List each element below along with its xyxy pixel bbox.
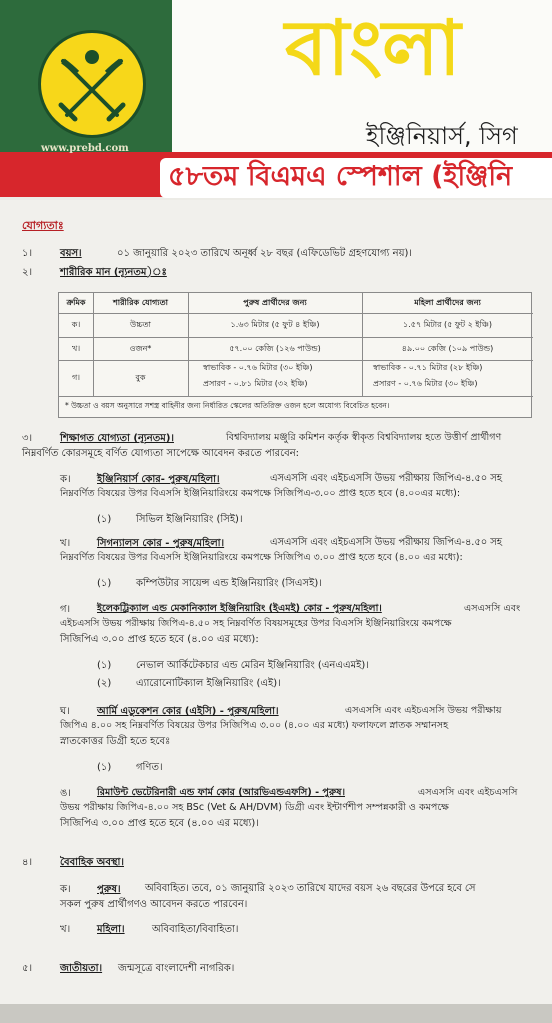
banner-subtitle: ৫৮তম বিএমএ স্পেশাল (ইঞ্জিনি [168,161,513,192]
list-item: সিভিল ইঞ্জিনিয়ারিং (সিই)। [136,514,243,525]
age-text: ০১ জানুয়ারি ২০২৩ তারিখে অনূর্ধ্ব ২৮ বছর (এফিডেভিট গ্রহণযোগ্য নয়)। [117,248,412,259]
table-cell: খ। [71,344,81,353]
sub-item-number: খ। [60,924,71,935]
female-label: মহিলা। [97,924,125,935]
paragraph-text: সকল পুরুষ প্রার্থীগণও আবেদন করতে পারবেন। [60,899,248,910]
education-corps-label: আর্মি এডুকেশন কোর (এইসি) - পুরুষ/মহিলা। [97,706,279,717]
sub-item-number: খ। [60,538,71,549]
paragraph-text: উভয় পরীক্ষায় জিপিএ-৪.০০ সহ BSc (Vet & AH/DVM) ডিগ্রী এবং ইন্টার্ণশীপ সম্পন্নকারী ও কমপক্ষে [60,802,449,813]
table-cell: ৫৭.০০ কেজি (১২৬ পাউন্ড) [229,344,321,353]
table-cell: উচ্চতা [130,320,151,329]
table-header: পুরুষ প্রার্থীদের জন্য [243,298,307,307]
table-cell: গ। [71,373,81,382]
education-label: শিক্ষাগত যোগ্যতা (ন্যূনতম)। [60,433,174,444]
list-item: কম্পিউটার সায়েন্স এন্ড ইঞ্জিনিয়ারিং (সিএসই)। [136,578,322,589]
marital-status-label: বৈবাহিক অবস্থা। [60,857,124,868]
header-banner [0,0,552,200]
education-intro: নিম্নবর্ণিত কোরসমূহে বর্ণিত যোগ্যতা সাপেক্ষে আবেদন করতে পারবেন: [22,448,300,459]
list-number: (১) [97,660,112,671]
list-number: (২) [97,678,112,689]
male-label: পুরুষ। [97,884,121,895]
page-title: বাংলা [285,3,461,92]
table-cell: প্রসারণ - ০.৭৬ মিটার (৩০ ইঞ্চি) [373,379,478,388]
paragraph-text: সিজিপিএ ৩.০০ প্রাপ্ত হতে হবে (৪.০০ এর মধ্যে): [60,634,259,645]
table-cell: বুক [135,373,146,382]
item-number: ৩। [22,433,33,444]
paragraph-text: এসএসসি এবং [464,603,521,614]
website-watermark: www.prebd.com [41,143,129,154]
paragraph-text: অবিবাহিত। তবে, ০১ জানুয়ারি ২০২৩ তারিখে যাদের বয়স ২৬ বছরের উপরে হবে সে [145,883,476,894]
table-cell: স্বাভাবিক - ০.৭১ মিটার (২৮ ইঞ্চি) [373,363,483,372]
bottom-photo-strip [0,1004,552,1023]
list-item: এ্যারোনোটিক্যাল ইঞ্জিনিয়ারিং (এই)। [136,678,281,689]
paragraph-text: সিজিপিএ ৩.০০ প্রাপ্ত হতে হবে (৪.০০ এর মধ্যে)। [60,818,259,829]
table-cell: ১.৫৭ মিটার (৫ ফুট ২ ইঞ্চি) [403,320,492,329]
sub-item-number: ক। [60,884,71,895]
physical-label: শারীরিক মান (ন্যূনতম)ঃ [60,267,167,278]
signals-corps-label: সিগন্যালস কোর - পুরুষ/মহিলা। [97,538,225,549]
list-number: (১) [97,762,112,773]
table-cell: প্রসারণ - ০.৮১ মিটার (৩২ ইঞ্চি) [203,379,308,388]
paragraph-text: জন্মসূত্রে বাংলাদেশী নাগরিক। [118,963,235,974]
sub-item-number: গ। [60,604,71,615]
table-cell: ক। [71,320,81,329]
list-number: (১) [97,514,112,525]
table-header: মহিলা প্রার্থীদের জন্য [414,298,481,307]
sub-item-number: ঘ। [60,706,70,717]
table-cell: ৪৯.০০ কেজি (১০৯ পাউন্ড) [401,344,494,353]
table-header: শারীরিক যোগ্যতা [113,298,168,307]
paragraph-text: এইচএসসি উভয় পরীক্ষায় জিপিএ-৪.৫০ সহ নিম্নবর্ণিত বিষয়সমূহের উপর বিএসসি ইঞ্জিনিয়ারিংয়ে কমপক্ষে [60,618,452,629]
sub-item-number: ক। [60,474,71,485]
item-number: ১। [22,248,33,259]
item-number: ৪। [22,857,33,868]
education-intro: বিশ্ববিদ্যালয় মঞ্জুরি কমিশন কর্তৃক স্বীকৃত বিশ্ববিদ্যালয় হতে উত্তীর্ণ প্রার্থীগণ [226,432,502,443]
paragraph-text: এসএসসি এবং এইচএসসি [418,787,518,798]
item-number: ৫। [22,963,33,974]
paragraph-text: অবিবাহিতা/বিবাহিতা। [152,924,239,935]
paragraph-text: এসএসসি এবং এইচএসসি উভয় পরীক্ষায় জিপিএ-৪.৫০ সহ [270,473,502,484]
sub-item-number: ঙ। [60,788,71,799]
paragraph-text: এসএসসি এবং এইচএসসি উভয় পরীক্ষায় জিপিএ-৪.৫০ সহ [270,537,502,548]
paragraph-text: স্নাতকোত্তর ডিগ্রী হতে হবেঃ [60,736,171,747]
paragraph-text: নিম্নবর্ণিত বিষয়ের উপর বিএসসি ইঞ্জিনিয়ারিংয়ে কমপক্ষে সিজিপিএ-৩.০০ প্রাপ্ত হতে হবে (৪.০০এর মধ্যে): [60,488,461,499]
paragraph-text: এসএসসি এবং এইচএসসি উভয় পরীক্ষায় [345,705,502,716]
circular-body [0,200,552,1023]
item-number: ২। [22,267,33,278]
paragraph-text: নিম্নবর্ণিত বিষয়ের উপর বিএসসি ইঞ্জিনিয়ারিংয়ে কমপক্ষে সিজিপিএ ৩.০০ প্রাপ্ত হতে হবে (৪.০০ এর মধ্যে): [60,552,463,563]
list-item: নেভাল আর্কিটেকচার এন্ড মেরিন ইঞ্জিনিয়ারিং (এনএএমই)। [136,660,369,671]
table-header: ক্রমিক [66,298,86,307]
eme-corps-label: ইলেকট্রিক্যাল এন্ড মেকানিক্যাল ইঞ্জিনিয়ারিং (ইএমই) কোর - পুরুষ/মহিলা। [97,603,382,614]
section-title: যোগ্যতাঃ [22,219,64,232]
rvfc-corps-label: রিমাউন্ট ভেটেরিনারী এন্ড ফার্ম কোর (আরভিএন্ডএফসি) - পুরুষ। [97,787,346,798]
table-note: * উচ্চতা ও বয়স অনুসারে সশস্ত্র বাহিনীর জন্য নির্ধারিত স্কেলের অতিরিক্ত ওজন হলে অযোগ্য বিবেচিত হবেন। [65,401,390,410]
table-cell: ১.৬৩ মিটার (৫ ফুট ৪ ইঞ্চি) [230,320,320,329]
list-number: (১) [97,578,112,589]
army-emblem-icon [38,30,146,138]
nationality-label: জাতীয়তা। [60,963,103,974]
physical-standard-table [58,292,532,418]
engineers-corps-label: ইঞ্জিনিয়ার্স কোর- পুরুষ/মহিলা। [97,474,220,485]
paragraph-text: জিপিএ ৪.০০ সহ নিম্নবর্ণিত বিষয়ের উপর সিজিপিএ ৩.০০ (৪.০০ এর মধ্যে) ফলাফলে স্নাতক সম্মানসহ [60,720,449,731]
age-label: বয়স। [60,248,82,259]
header-subtitle: ইঞ্জিনিয়ার্স, সিগ [366,122,518,150]
list-item: গণিত। [136,762,163,773]
table-cell: স্বাভাবিক - ০.৭৬ মিটার (৩০ ইঞ্চি) [203,363,313,372]
table-cell: ওজন* [129,344,152,353]
